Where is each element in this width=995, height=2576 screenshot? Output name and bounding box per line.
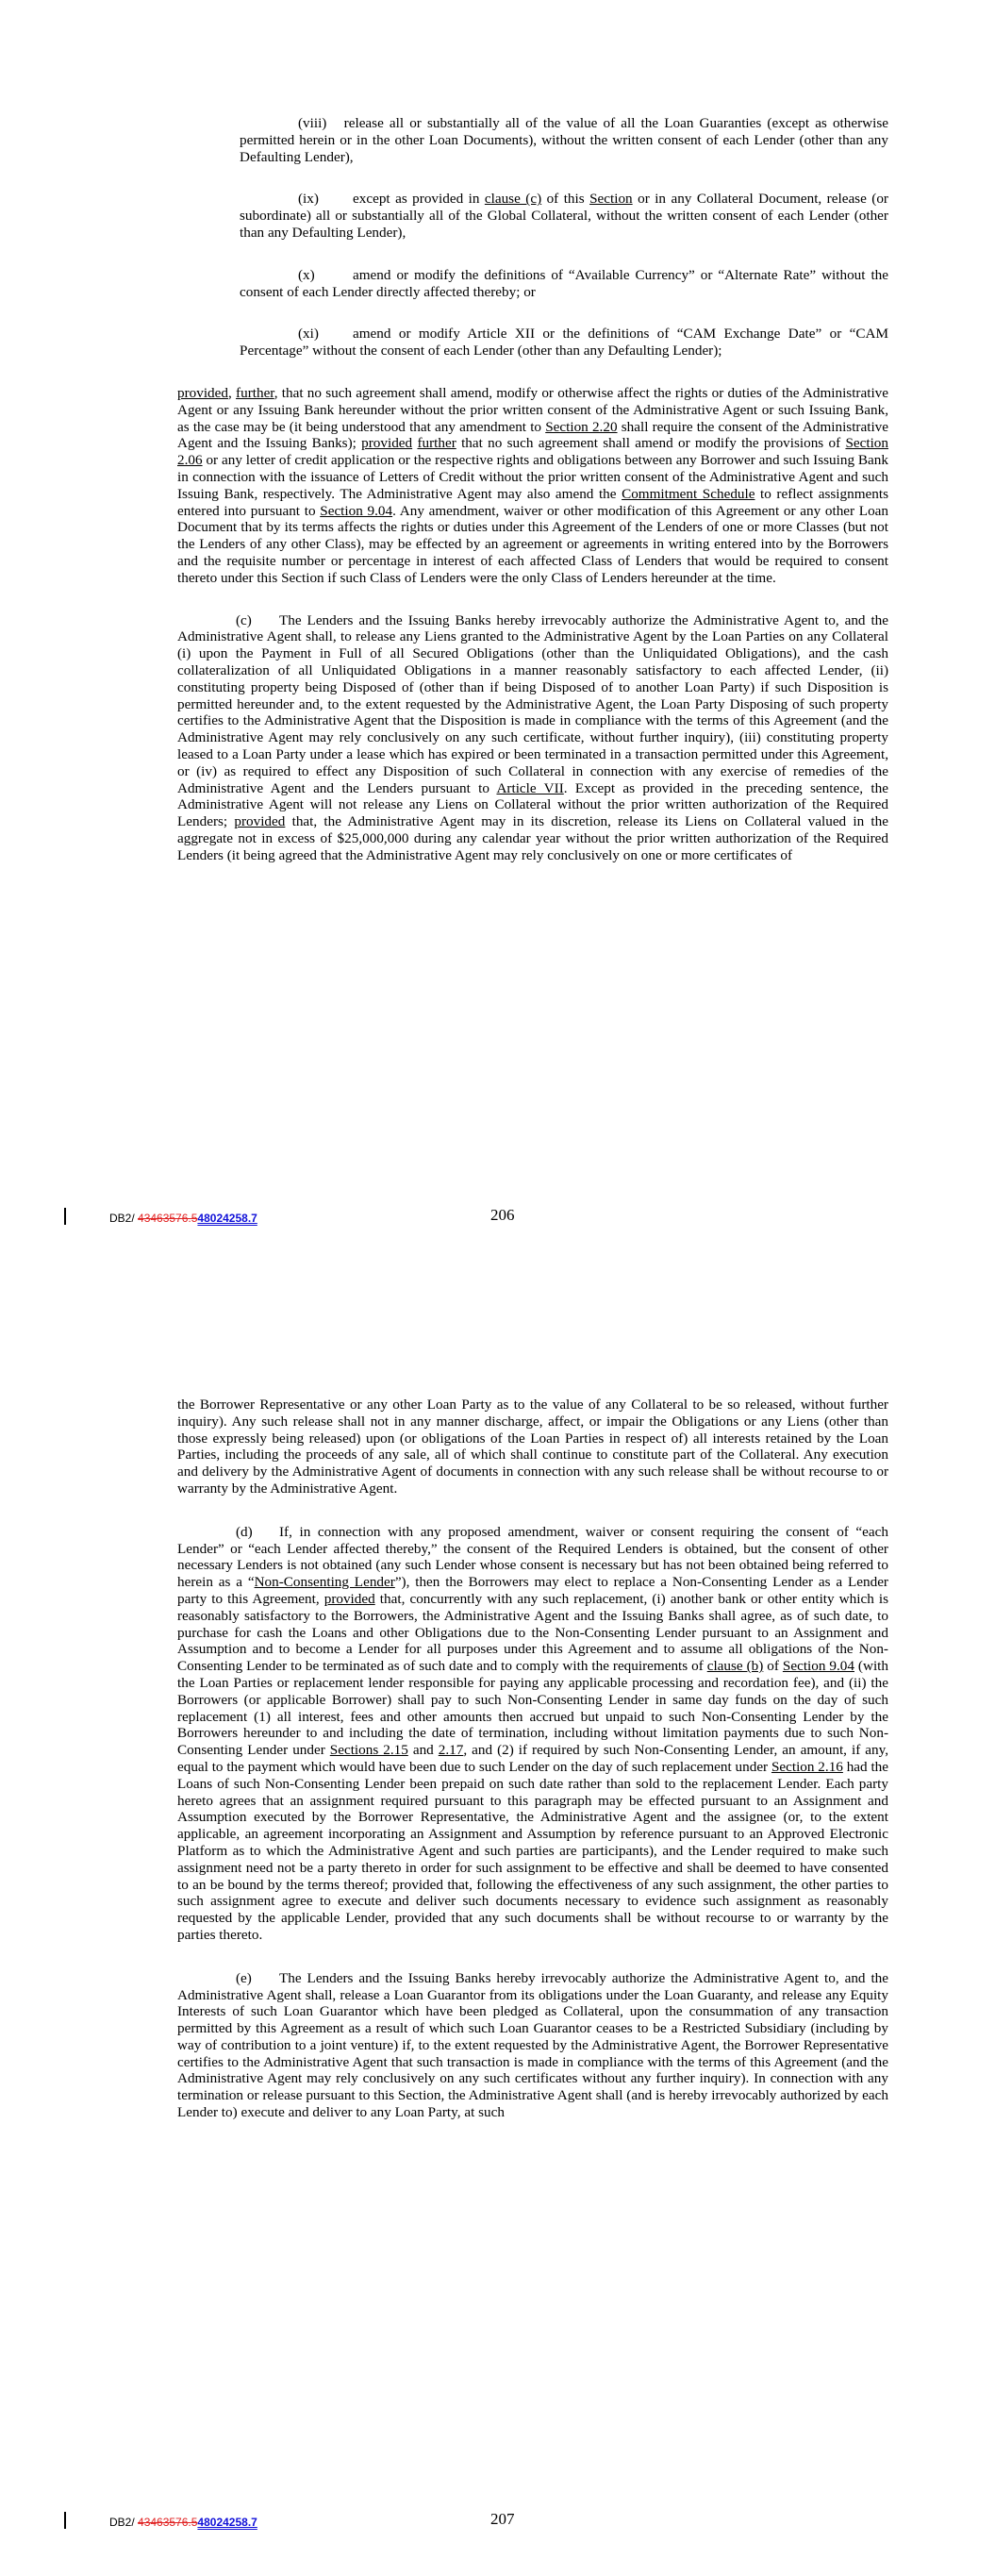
cross-ref-section-2-06: Section 2.06	[177, 435, 888, 469]
page-footer	[0, 2510, 995, 2533]
cross-ref-clause-c: clause (c)	[484, 191, 542, 208]
paragraph-d: (d) If, in connection with any proposed amendment, waiver or consent requiring the consent of “each Lender” or “each Lender affected thereby,” the consent of the Required Lenders is obtained, but the consent of other necessary Lenders is not obtained (any such Lender whose consent is necessary but has not been obtained being referred to herein as a “Non-Consenting Lender”), then the Borrowers may elect to replace a Non-Consenting Lender as a Lender party to this Agreement, provided that, concurrently with any such replacement, (i) another bank or other entity which is reasonably satisfactory to the Borrowers, the Administrative Agent and the Issuing Banks shall agree, as of such date, to purchase for cash the Loans and other Obligations due to the Non-Consenting Lender pursuant to an Assignment and Assumption and to become a Lender for all purposes under this Agreement and to assume all obligations of the Non-Consenting Lender to be terminated as of such date and to comply with the requirements of clause (b) of Section 9.04 (with the Loan Parties or replacement lender responsible for paying any applicable processing and recordation fee), and (ii) the Borrowers (or applicable Borrower) shall pay to such Non-Consenting Lender in same day funds on the day of such replacement (1) all interest, fees and other amounts then accrued but unpaid to such Non-Consenting Lender by the Borrowers hereunder to and including the date of termination, including without limitation payments due to such Non-Consenting Lender under Sections 2.15 and 2.17, and (2) if required by such Non-Consenting Lender, an amount, if any, equal to the payment which would have been due to such Lender on the day of such replacement under Section 2.16 had the Loans of such Non-Consenting Lender been prepaid on such date rather than sold to the replacement Lender. Each party hereto agrees that an assignment required pursuant to this paragraph may be effected pursuant to an Assignment and Assumption executed by the Borrower Representative, the Administrative Agent and the assignee (or, to the extent applicable, an agreement incorporating an Assignment and Assumption by reference pursuant to an Approved Electronic Platform as to which the Administrative Agent and such parties are participants), and the Lender required to make such assignment need not be a party thereto in order for such assignment to be effective and shall be deemed to have consented to an be bound by the terms thereof; provided that, following the effectiveness of any such assignment, the other parties to such assignment agree to execute and deliver such documents necessary to evidence such assignment as reasonably requested by the applicable Lender, provided that any such documents shall be without recourse to or warranty by the parties thereto.	[177, 1523, 889, 1943]
proviso-paragraph: provided, further, that no such agreement shall amend, modify or otherwise affect the rights or duties of the Administrative Agent or any Issuing Bank hereunder without the prior written consent of the Administrative Agent or such Issuing Bank, as the case may be (it being understood that any amendment to Section 2.20 shall require the consent of the Administrative Agent and the Issuing Banks); provided further that no such agreement shall amend or modify the provisions of Section 2.06 or any letter of credit application or the respective rights and obligations between any Borrower and such Issuing Bank in connection with the issuance of Letters of Credit without the prior written consent of the Administrative Agent and such Issuing Bank, respectively. The Administrative Agent may also amend the Commitment Schedule to reflect assignments entered into pursuant to Section 9.04. Any amendment, waiver or other modification of this Agreement or any other Loan Document that by its terms affects the rights or duties under this Agreement of the Lenders of one or more Classes (but not the Lenders of any other Class), may be effected by an agreement or agreements in writing entered into by the Borrowers and the requisite number or percentage in interest of each affected Class of Lenders that would be required to consent thereto under this Section if such Class of Lenders were the only Class of Lenders hereunder at the time.	[177, 384, 889, 586]
doc-id-deleted: 43463576.5	[138, 2516, 198, 2529]
page-207	[0, 1397, 995, 2576]
clause-ix: (ix) except as provided in clause (c) of this Section or in any Collateral Document, release (or subordinate) all or substantially all of the Global Collateral, without the written consent of each Lender (other than any Defaulting Lender),	[240, 191, 888, 241]
cross-ref-commitment-schedule: Commitment Schedule	[622, 485, 755, 502]
paragraph-e: (e) The Lenders and the Issuing Banks hereby irrevocably authorize the Administrative Agent to, and the Administrative Agent shall, release a Loan Guarantor from its obligations under the Loan Guaranty, and release any Equity Interests of such Loan Guarantor which have been pledged as Collateral, upon the consummation of any transaction permitted by this Agreement as a result of which such Loan Guarantor ceases to be a Restricted Subsidiary (including by way of contribution to a joint venture) if, to the extent requested by the Administrative Agent, the Borrower Representative certifies to the Administrative Agent that such transaction is made in compliance with the terms of this Agreement (and the Administrative Agent may rely conclusively on any such certificates without any further inquiry). In connection with any termination or release pursuant to this Section, the Administrative Agent shall (and is hereby irrevocably authorized by each Lender to) execute and deliver to any Loan Party, at such	[177, 1969, 888, 2121]
page-footer	[0, 1206, 995, 1229]
clause-xi: (xi) amend or modify Article XII or the definitions of “CAM Exchange Date” or “CAM Percentage” without the consent of each Lender (other than any Defaulting Lender);	[240, 326, 888, 360]
page-number: 206	[490, 1206, 515, 1224]
cross-ref-2-17: 2.17	[438, 1742, 464, 1759]
defined-term-non-consenting-lender: Non-Consenting Lender	[254, 1574, 395, 1591]
document-id: DB2/ 43463576.548024258.7	[109, 1212, 257, 1225]
page-number: 207	[490, 2510, 515, 2528]
continuation-paragraph: the Borrower Representative or any other Loan Party as to the value of any Collateral to be so released, without further inquiry). Any such release shall not in any manner discharge, affect, or impair the Obligations or any Liens (other than those expressly being released) upon (or obligations of the Loan Parties in respect of) all interests retained by the Loan Parties, including the proceeds of any sale, all of which shall continue to constitute part of the Collateral. Any execution and delivery by the Administrative Agent of documents in connection with any such release shall be without recourse to or warranty by the Administrative Agent.	[177, 1397, 888, 1497]
doc-id-inserted: 48024258.7	[197, 1212, 257, 1225]
cross-ref-sections-2-15: Sections 2.15	[329, 1742, 408, 1759]
cross-ref-section-2-16: Section 2.16	[771, 1758, 843, 1775]
cross-ref-article-vii: Article VII	[496, 779, 564, 796]
cross-ref-clause-b: clause (b)	[706, 1658, 764, 1675]
doc-id-deleted: 43463576.5	[138, 1212, 198, 1225]
cross-ref-section-9-04: Section 9.04	[320, 502, 393, 519]
cross-ref-section-9-04: Section 9.04	[782, 1658, 854, 1675]
page-206	[0, 0, 995, 1264]
cross-ref-section: Section	[589, 191, 633, 208]
doc-id-inserted: 48024258.7	[197, 2516, 257, 2529]
clause-viii: (viii) release all or substantially all of the value of all the Loan Guaranties (except as otherwise permitted herein or in the other Loan Documents), without the written consent of each Lender (other than any Defaulting Lender),	[240, 115, 888, 165]
cross-ref-section-2-20: Section 2.20	[545, 418, 618, 435]
page-body	[177, 1397, 888, 2121]
document-id: DB2/ 43463576.548024258.7	[109, 2516, 257, 2529]
page-body	[177, 115, 888, 863]
clause-x: (x) amend or modify the definitions of “Available Currency” or “Alternate Rate” without the consent of each Lender directly affected thereby; or	[240, 266, 888, 300]
change-bar	[64, 1208, 66, 1225]
change-bar	[64, 2512, 66, 2529]
paragraph-c: (c) The Lenders and the Issuing Banks hereby irrevocably authorize the Administrative Agent to, and the Administrative Agent shall, to release any Liens granted to the Administrative Agent by the Loan Parties on any Collateral (i) upon the Payment in Full of all Secured Obligations (other than the Unliquidated Obligations), and the cash collateralization of all Unliquidated Obligations in a manner reasonably satisfactory to each affected Lender, (ii) constituting property being Disposed of (other than if being Disposed of to another Loan Party) if such Disposition is permitted hereunder and, to the extent requested by the Administrative Agent, the Loan Party Disposing of such property certifies to the Administrative Agent that the Disposition is made in compliance with the terms of this Agreement (and the Administrative Agent may rely conclusively on any such certificate, without further inquiry), (iii) constituting property leased to a Loan Party under a lease which has expired or been terminated in a transaction permitted under this Agreement, or (iv) as required to effect any Disposition of such Collateral in connection with any exercise of remedies of the Administrative Agent and the Lenders pursuant to Article VII. Except as provided in the preceding sentence, the Administrative Agent will not release any Liens on Collateral without the prior written authorization of the Required Lenders; provided that, the Administrative Agent may in its discretion, release its Liens on Collateral valued in the aggregate not in excess of $25,000,000 during any calendar year without the prior written authorization of the Required Lenders (it being agreed that the Administrative Agent may rely conclusively on one or more certificates of	[177, 611, 888, 863]
